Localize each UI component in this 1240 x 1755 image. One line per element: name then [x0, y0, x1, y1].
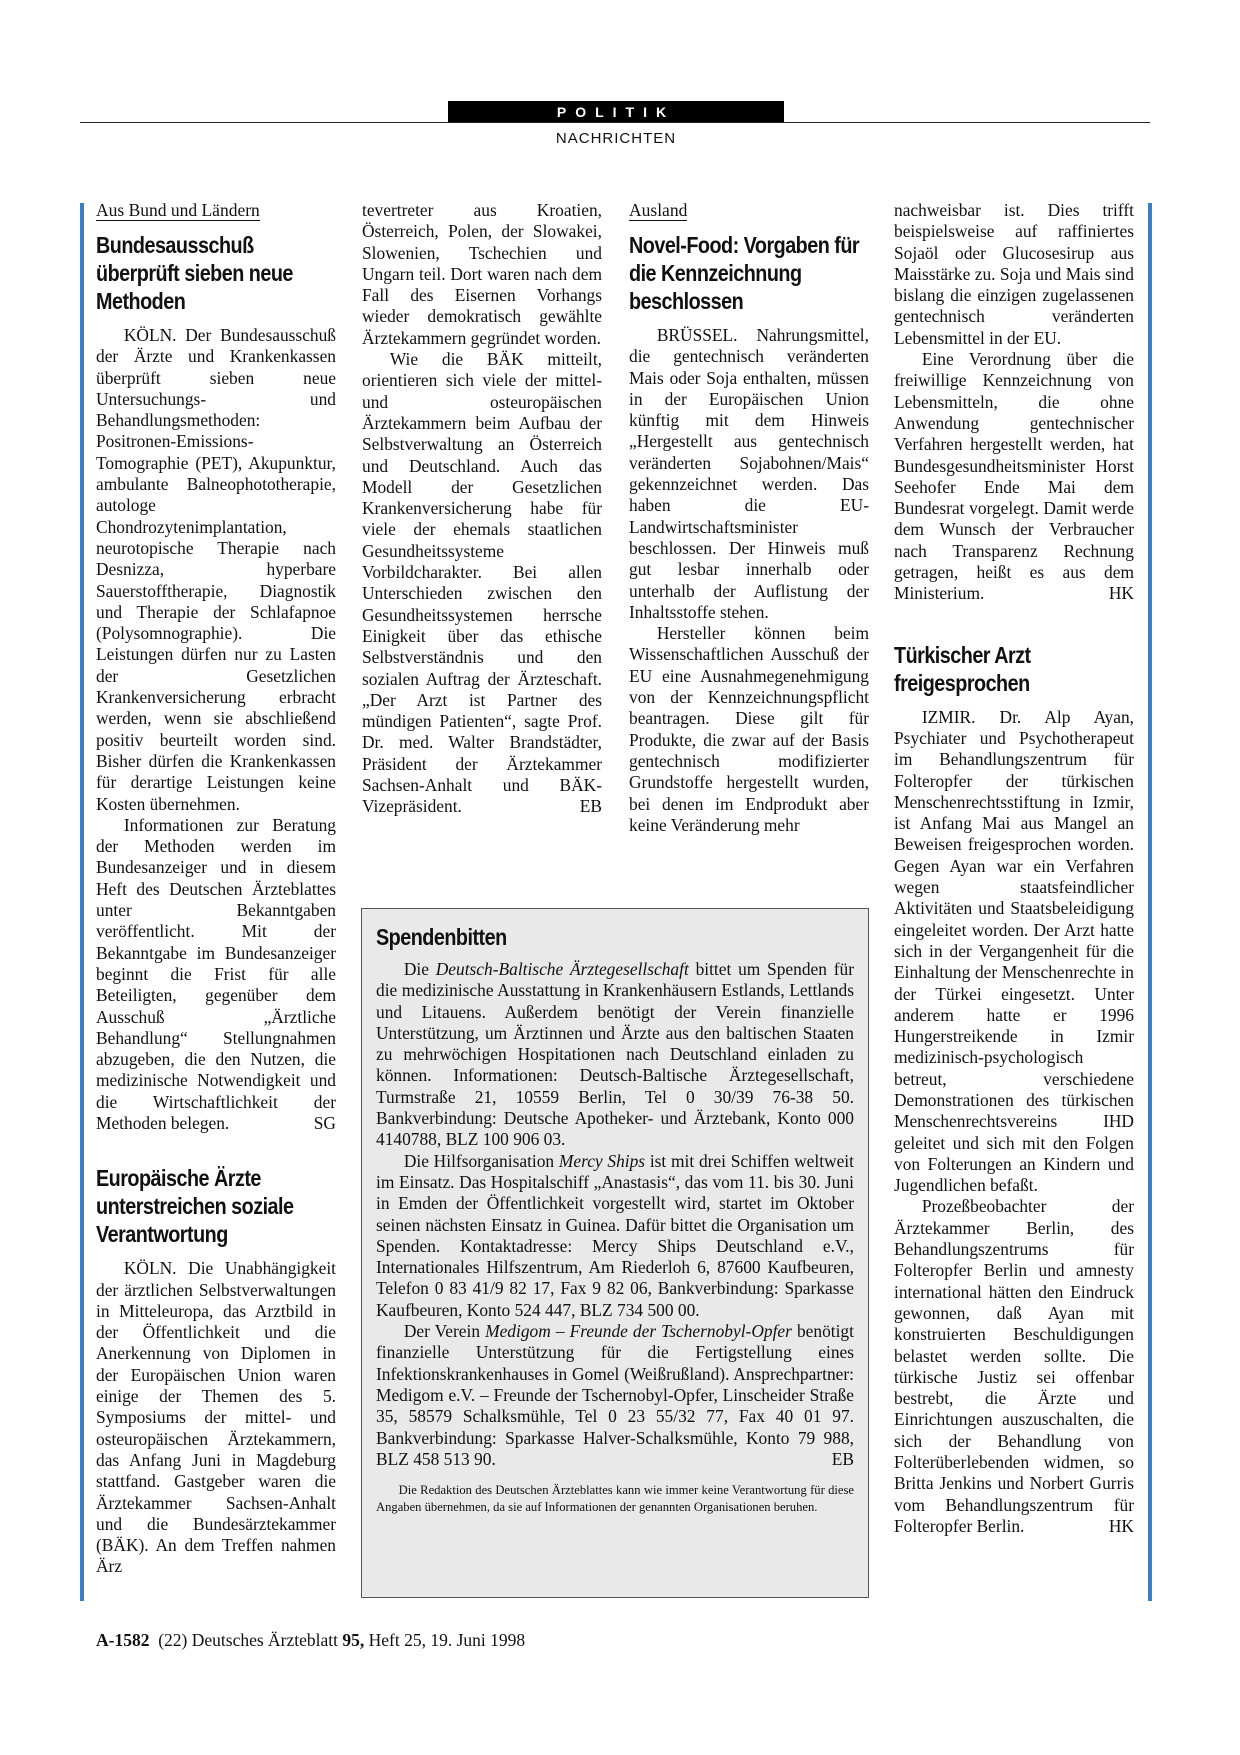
right-accent-rule: [1148, 203, 1152, 1601]
paragraph: tevertreter aus Kroatien, Österreich, Polen, der Slowakei, Slowenien, Tschechien und Ungarn teil. Dort waren nach dem Fall des Eisernen Vorhangs wieder demokratisch gewählte Ärztekammern gegründet worden.: [362, 200, 602, 348]
paragraph: Die Hilfsorganisation Mercy Ships ist mit drei Schiffen weltweit im Einsatz. Das Hospitalschiff „Anastasis“, das vom 11. bis 30. Juni in Emden der Öffentlichkeit vorgestellt wird, startet im Oktober seinen nächsten Einsatz in Guinea. Dafür bittet die Organisation um Spenden. Kontaktadresse: Mercy Ships Deutschland e.V., Internationales Hilfszentrum, Am Riederloh 6, 87600 Kaufbeuren, Telefon 0 83 41/9 82 17, Fax 9 82 06, Bankverbindung: Sparkasse Kaufbeuren, Konto 524 447, BLZ 734 500 00.: [376, 1150, 854, 1320]
column-1: [96, 200, 336, 1605]
subsection-label: NACHRICHTEN: [555, 130, 677, 147]
column-3: [629, 200, 869, 860]
column-2: [362, 200, 602, 860]
footer-publication: (22) Deutsches Ärzteblatt: [158, 1630, 339, 1650]
paragraph: Wie die BÄK mitteilt, orientieren sich viele der mittel- und osteuropäischen Ärztekammern beim Aufbau der Selbstverwaltung an Österreich und Deutschland. Auch das Modell der Gesetzlichen Krankenversicherung habe für viele der ehemals staatlichen Gesundheitssysteme Vorbildcharakter. Bei allen Unterschieden zwischen den Gesundheitssystemen herrsche Einigkeit über das ethische Selbstverständnis und den sozialen Auftrag der Ärzteschaft. „Der Arzt ist Partner des mündigen Patienten“, sagte Prof. Dr. med. Walter Brandstädter, Präsident der Ärztekammer Sachsen-Anhalt und BÄK-Vizepräsident. EB: [362, 349, 602, 817]
org-name: Medigom – Freunde der Tschernobyl-Opfer: [485, 1321, 792, 1342]
paragraph: BRÜSSEL. Nahrungsmittel, die gentechnisch veränderten Mais oder Soja enthalten, müssen in der Europäischen Union künftig mit dem Hinweis „Hergestellt aus gentechnisch veränderten Sojabohnen/Mais“ gekennzeichnet werden. Das haben die EU-Landwirtschaftsminister beschlossen. Der Hinweis muß gut lesbar innerhalb oder unterhalb der Auflistung der Inhaltsstoffe stehen.: [629, 325, 869, 622]
paragraph: Prozeßbeobachter der Ärztekammer Berlin, des Behandlungszentrums für Folteropfer Berlin und amnesty international hätten den Eindruck gewonnen, daß Ayan mit konstruierten Beschuldigungen belastet werden sollte. Die türkische Justiz sei offenbar bestrebt, die Ärzte und Einrichtungen auszuschalten, die sich der Behandlung von Folterüberlebenden widmen, so Britta Jenkins und Norbert Gurris vom Behandlungszentrum für Folteropfer Berlin. HK: [894, 1196, 1134, 1536]
kicker-ausland: Ausland: [629, 200, 688, 220]
paragraph: Der Verein Medigom – Freunde der Tschernobyl-Opfer benötigt finanzielle Unterstützung für die Fertigstellung eines Infektionskrankenhauses in Gomel (Weißrußland). Ansprechpartner: Medigom e.V. – Freunde der Tschernobyl-Opfer, Linscheider Straße 35, 58579 Schalksmühle, Tel 0 23 55/32 77, Fax 40 01 97. Bankverbindung: Sparkasse Halver-Schalksmühle, Konto 79 988, BLZ 458 513 90. EB: [376, 1321, 854, 1469]
author-signature: HK: [1108, 583, 1134, 604]
paragraph: KÖLN. Der Bundesausschuß der Ärzte und Krankenkassen überprüft sieben neue Untersuchungs- und Behandlungsmethoden: Positronen-Emissions-Tomographie (PET), Akupunktur, ambulante Balneophototherapie, autologe Chondrozytenimplantation, neurotopische Therapie nach Desnizza, hyperbare Sauerstofftherapie, Diagnostik und Therapie der Schlafapnoe (Polysomnographie). Die Leistungen dürfen nur zu Lasten der Gesetzlichen Krankenversicherung erbracht werden, wenn sie abschließend positiv beurteilt worden sind. Bisher dürfen die Krankenkassen für derartige Leistungen keine Kosten übernehmen.: [96, 325, 336, 814]
section-label: POLITIK: [448, 101, 784, 123]
headline-novel-food: Novel-Food: Vorgaben für die Kennzeichnung beschlossen: [629, 232, 860, 314]
headline-europaeische-aerzte: Europäische Ärzte unterstreichen soziale Verantwortung: [96, 1165, 294, 1248]
author-signature: EB: [831, 1448, 854, 1469]
paragraph: Die Deutsch-Baltische Ärztegesellschaft bittet um Spenden für die medizinische Ausstattung in Krankenhäusern Estlands, Lettlands und Litauens. Außerdem benötigt der Verein finanzielle Unterstützung, um Ärztinnen und Ärzte aus den baltischen Staaten zu mehrwöchigen Hospitationen nach Deutschland einladen zu können. Informationen: Deutsch-Baltische Ärztegesellschaft, Turmstraße 21, 10559 Berlin, Tel 0 30/39 76-38 50. Bankverbindung: Deutsche Apotheker- und Ärztebank, Konto 000 4140788, BLZ 100 906 03.: [376, 959, 854, 1150]
headline-bundesausschuss: Bundesausschuß überprüft sieben neue Methoden: [96, 232, 293, 314]
org-name: Mercy Ships: [558, 1150, 646, 1171]
org-name: Deutsch-Baltische Ärztegesellschaft: [435, 959, 689, 979]
paragraph: Hersteller können beim Wissenschaftlichen Ausschuß der EU eine Ausnahmegenehmigung von der Kennzeichnungspflicht beantragen. Diese gilt für Produkte, die zwar auf der Basis gentechnisch modifizierter Grundstoffe hergestellt wurden, bei denen im Endprodukt aber keine Veränderung mehr: [629, 623, 869, 835]
footer-issue: Heft 25, 19. Juni 1998: [368, 1630, 526, 1650]
paragraph: IZMIR. Dr. Alp Ayan, Psychiater und Psychotherapeut im Behandlungszentrum für Folteropfer der türkischen Menschenrechtsstiftung in Izmir, ist Anfang Mai aus Mangel an Beweisen freigesprochen worden. Gegen Ayan war ein Verfahren wegen staatsfeindlicher Aktivitäten und Staatsbeleidigung eingeleitet worden. Der Arzt hatte sich in der Vergangenheit für die Einhaltung der Menschenrechte in der Türkei eingesetzt. Unter anderem hatte er 1996 Hungerstreikende in Izmir medizinisch-psychologisch betreut, verschiedene Demonstrationen des türkischen Menschenrechtsvereins IHD geleitet und sich mit den Folgen von Folterungen an Kindern und Jugendlichen befaßt.: [894, 706, 1134, 1196]
author-signature: HK: [1108, 1515, 1134, 1536]
kicker-bund-laender: Aus Bund und Ländern: [96, 200, 260, 220]
disclaimer-note: Die Redaktion des Deutschen Ärzteblattes kann wie immer keine Verantwortung für diese Angaben übernehmen, da sie auf Informationen der genannten Organisationen beruhen.: [376, 1483, 854, 1514]
headline-tuerkischer-arzt: Türkischer Arzt freigesprochen: [894, 641, 1031, 696]
headline-spendenbitten: Spendenbitten: [376, 924, 507, 950]
author-signature: SG: [313, 1112, 336, 1133]
header-rule: [80, 122, 1150, 123]
page-footer: [96, 1630, 525, 1651]
footer-volume: 95,: [342, 1630, 365, 1650]
left-accent-rule: [80, 203, 84, 1601]
author-signature: EB: [579, 796, 602, 817]
spendenbitten-box: [361, 908, 869, 1598]
paragraph: KÖLN. Die Unabhängigkeit der ärztlichen Selbstverwaltungen in Mitteleuropa, das Arztbild in der Öffentlichkeit und die Anerkennung von Diplomen in der Europäischen Union waren einige der Themen des 5. Symposiums der mittel- und osteuropäischen Ärztekammern, das Anfang Juni in Magdeburg stattfand. Gastgeber waren die Ärztekammer Sachsen-Anhalt und die Bundesärztekammer (BÄK). An dem Treffen nahmen Ärz: [96, 1258, 336, 1577]
column-4: [894, 200, 1134, 1605]
paragraph: nachweisbar ist. Dies trifft beispielsweise auf raffiniertes Sojaöl oder Glucosesirup aus Maisstärke zu. Soja und Mais sind bislang die einzigen zugelassenen gentechnisch veränderten Lebensmittel in der EU.: [894, 200, 1134, 348]
spendenbitten-body: [376, 959, 854, 1470]
page-number: A-1582: [96, 1630, 150, 1650]
paragraph: Informationen zur Beratung der Methoden werden im Bundesanzeiger und in diesem Heft des Deutschen Ärzteblattes unter Bekanntgaben veröffentlicht. Mit der Bekanntgabe im Bundesanzeiger beginnt die Frist für alle Beteiligten, gegenüber dem Ausschuß „Ärztliche Behandlung“ Stellungnahmen abzugeben, die den Nutzen, die medizinische Notwendigkeit und die Wirtschaftlichkeit der Methoden belegen. SG: [96, 814, 336, 1133]
paragraph: Eine Verordnung über die freiwillige Kennzeichnung von Lebensmitteln, die ohne Anwendung gentechnischer Verfahren hergestellt werden, hat Bundesgesundheitsminister Horst Seehofer Ende Mai dem Bundesrat vorgelegt. Damit werde dem Wunsch der Verbraucher nach Transparenz Rechnung getragen, heißt es aus dem Ministerium. HK: [894, 349, 1134, 604]
